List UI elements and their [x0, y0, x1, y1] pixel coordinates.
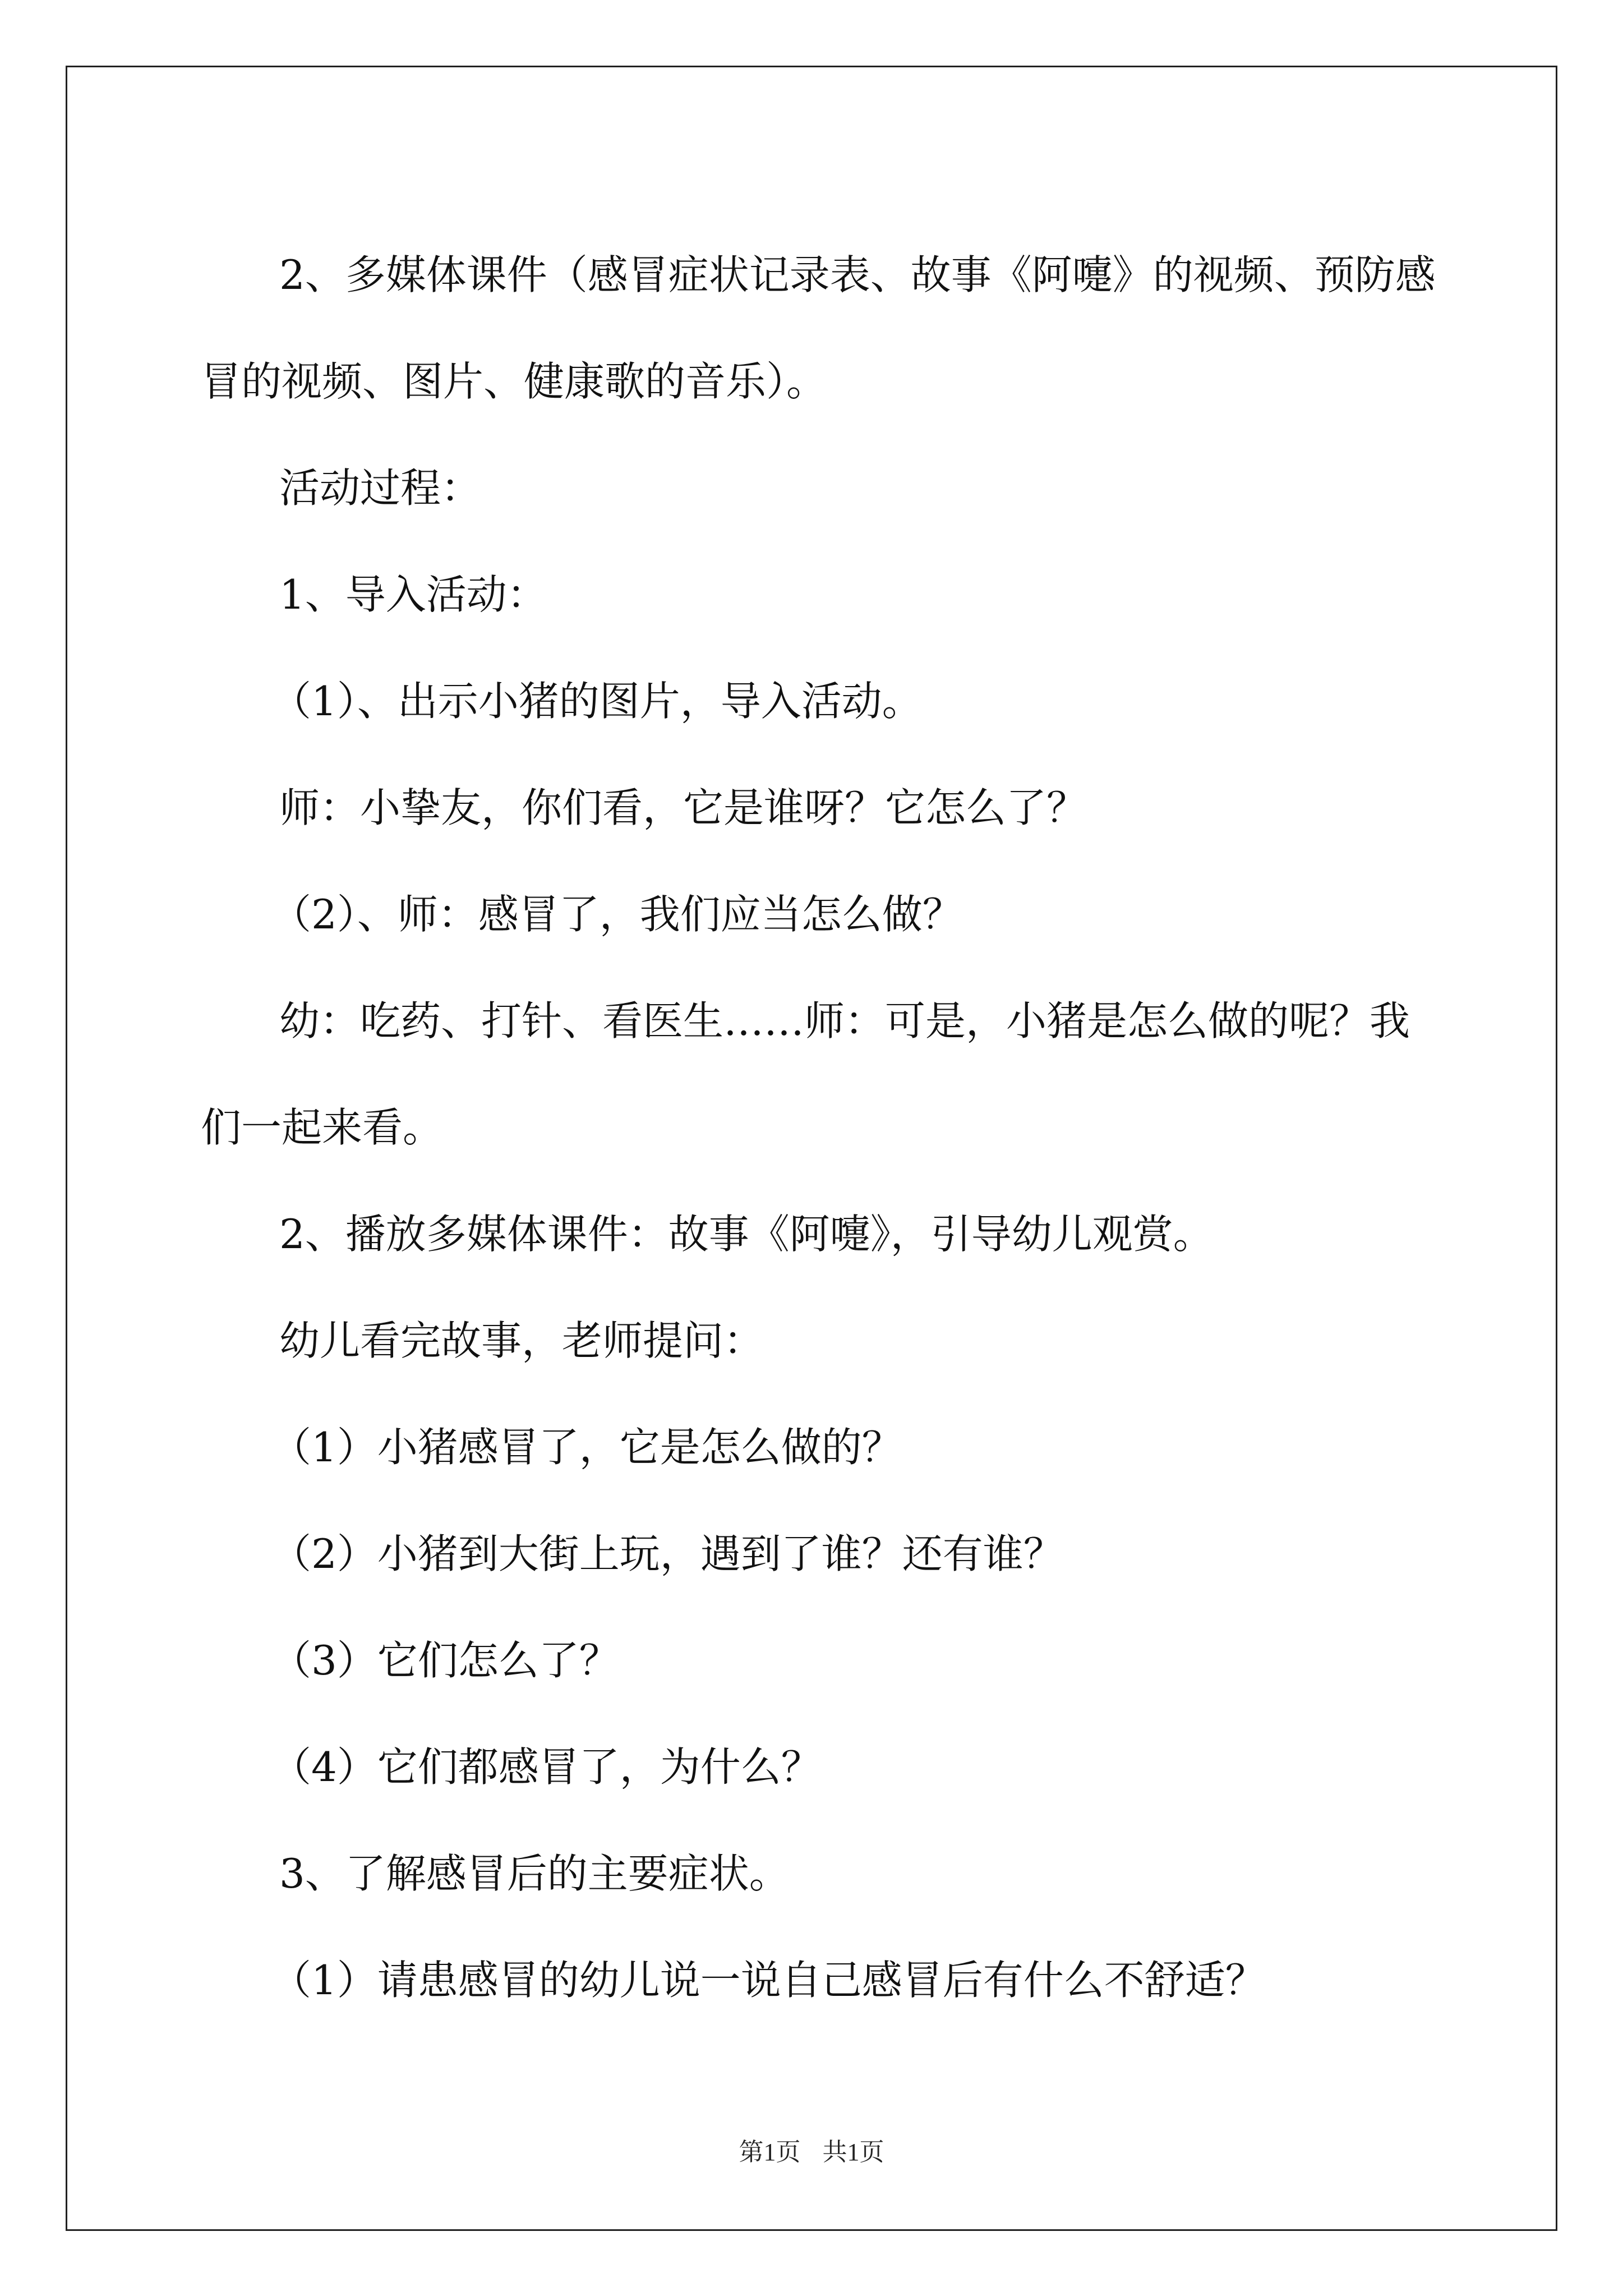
paragraph-intro-activity — [279, 541, 1435, 648]
paragraph-symptoms-question — [271, 1927, 1426, 2033]
paragraph-show-pig — [271, 648, 1426, 754]
text-line: 幼：吃药、打针、看医生……师：可是，小猪是怎么做的呢？我 — [279, 997, 1410, 1045]
paragraph-question-3 — [271, 1607, 1426, 1714]
text-line: （1）请患感冒的幼儿说一说自己感冒后有什么不舒适？ — [271, 1957, 1266, 2004]
paragraph-materials — [279, 222, 1435, 328]
text-line: （2）小猪到大街上玩，遇到了谁？还有谁？ — [271, 1530, 1064, 1577]
page-number: 第1页 — [739, 2138, 801, 2166]
page-total: 共1页 — [822, 2138, 884, 2166]
text-line: 们一起来看。 — [201, 1104, 444, 1151]
text-line: （1）、出示小猪的图片，导入活动。 — [271, 678, 923, 725]
paragraph-activity-process — [279, 435, 1435, 541]
text-line: 冒的视频、图片、健康歌的音乐）。 — [201, 358, 827, 405]
paragraph-teacher-asks — [279, 1287, 1435, 1394]
text-line: （2）、师：感冒了，我们应当怎么做？ — [271, 891, 963, 938]
text-line: 3、了解感冒后的主要症状。 — [279, 1850, 790, 1897]
paragraph-what-to-do — [271, 861, 1426, 968]
paragraph-child-answer — [279, 968, 1435, 1074]
text-line: 活动过程： — [279, 464, 482, 512]
page-footer — [0, 2132, 1623, 2168]
text-line: （1）小猪感冒了，它是怎么做的？ — [271, 1424, 902, 1471]
text-line: （4）它们都感冒了，为什么？ — [271, 1743, 822, 1791]
paragraph-teacher-question — [279, 754, 1435, 861]
text-line: 1、导入活动： — [279, 571, 547, 618]
text-line: 师：小挚友，你们看，它是谁呀？它怎么了？ — [279, 784, 1087, 831]
paragraph-materials-continued — [201, 328, 1435, 435]
paragraph-question-1 — [271, 1394, 1426, 1501]
paragraph-question-2 — [271, 1501, 1426, 1607]
text-line: （3）它们怎么了？ — [271, 1637, 620, 1684]
text-line: 幼儿看完故事，老师提问： — [279, 1317, 764, 1364]
text-line: 2、播放多媒体课件：故事《阿嚏》，引导幼儿观赏。 — [279, 1211, 1214, 1258]
paragraph-play-courseware — [279, 1181, 1435, 1287]
paragraph-symptoms — [279, 1820, 1435, 1927]
paragraph-child-answer-continued — [201, 1074, 1435, 1181]
text-line: 2、多媒体课件（感冒症状记录表、故事《阿嚏》的视频、预防感 — [279, 251, 1436, 298]
paragraph-question-4 — [271, 1714, 1426, 1820]
